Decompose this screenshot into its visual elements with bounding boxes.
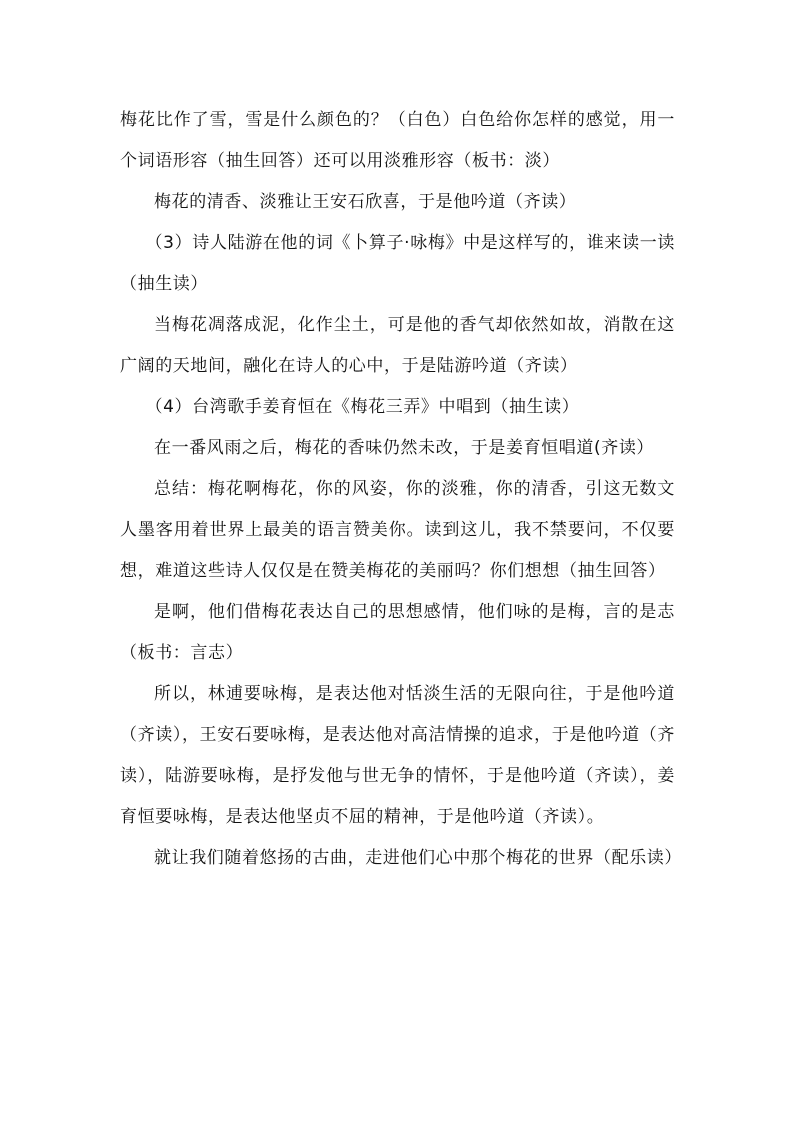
paragraph-snow-white: 梅花比作了雪，雪是什么颜色的？（白色）白色给你怎样的感觉，用一个词语形容（抽生回答）还可以用淡雅形容（板书：淡） (120, 110, 675, 171)
paragraph-jiang-yuheng-sing: 在一番风雨之后，梅花的香味仍然未改，于是姜育恒唱道(齐读） (154, 438, 655, 458)
paragraph-poets-reasons: 所以，林逋要咏梅，是表达他对恬淡生活的无限向往，于是他吟道（齐读），王安石要咏梅，是表达他对高洁情操的追求，于是他吟道（齐读），陆游要咏梅，是抒发他与世无争的情怀，于是他吟道（齐读），姜育恒要咏梅，是表达他坚贞不屈的精神，于是他吟道（齐读）。 (120, 684, 675, 827)
paragraph-summary: 总结：梅花啊梅花，你的风姿，你的淡雅，你的清香，引这无数文人墨客用着世界上最美的语言赞美你。读到这儿，我不禁要问，不仅要想，难道这些诗人仅仅是在赞美梅花的美丽吗？你们想想（抽生回答） (120, 479, 675, 581)
paragraph-express-will: 是啊，他们借梅花表达自己的思想感情，他们咏的是梅，言的是志（板书：言志） (120, 602, 675, 663)
paragraph-music-reading: 就让我们随着悠扬的古曲，走进他们心中那个梅花的世界（配乐读） (154, 848, 682, 868)
paragraph-jiang-yuheng-intro: （4）台湾歌手姜育恒在《梅花三弄》中唱到（抽生读） (145, 397, 580, 417)
paragraph-wang-anshi: 梅花的清香、淡雅让王安石欣喜，于是他吟道（齐读） (154, 192, 577, 212)
document-body (120, 100, 682, 879)
paragraph-lu-you-intro: （3）诗人陆游在他的词《卜算子·咏梅》中是这样写的，谁来读一读（抽生读） (120, 233, 675, 294)
paragraph-lu-you-recite: 当梅花凋落成泥，化作尘土，可是他的香气却依然如故，消散在这广阔的天地间，融化在诗人的心中，于是陆游吟道（齐读） (120, 315, 675, 376)
